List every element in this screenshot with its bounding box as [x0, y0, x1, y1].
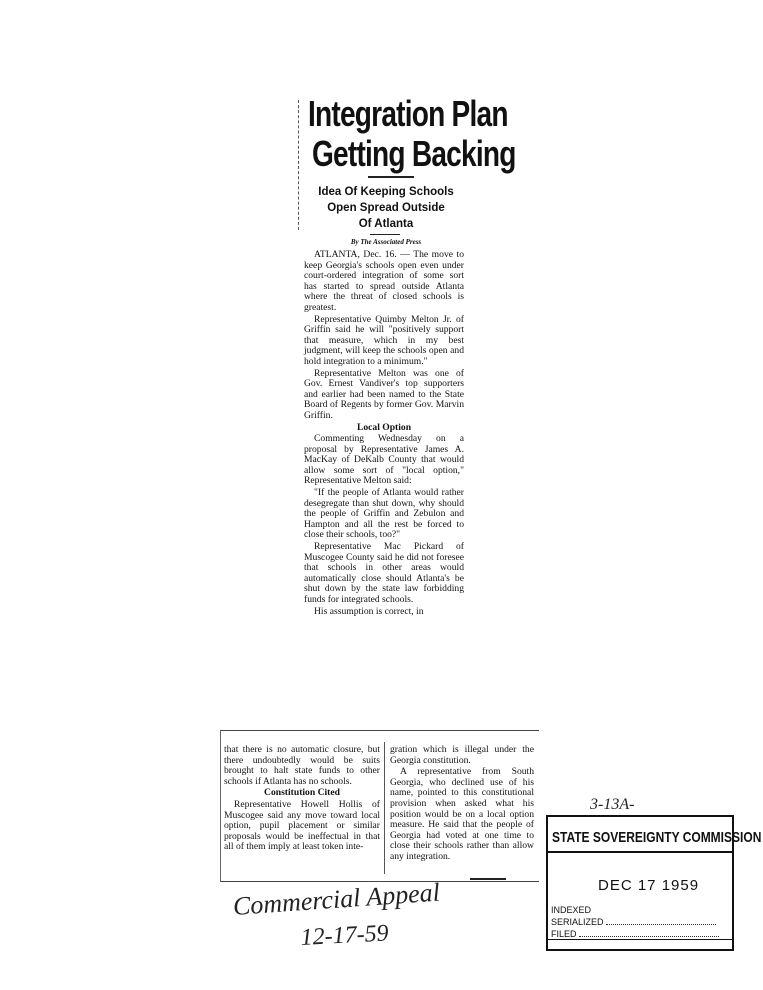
article-column-1: [304, 250, 464, 617]
handwritten-source: Commercial Appeal: [232, 877, 441, 921]
article-column-3: [390, 745, 534, 863]
paragraph: His assumption is correct, in: [314, 605, 424, 617]
subhead-line-1: Idea Of Keeping Schools: [318, 186, 454, 198]
margin-marks: [298, 100, 305, 230]
handwritten-date: 12-17-59: [300, 920, 390, 951]
subhead-line-2: Open Spread Outside: [327, 202, 445, 214]
column-divider: [384, 742, 385, 874]
stamp-rows: [551, 905, 729, 940]
paragraph: Representative Melton was one of Gov. Ernest Vandiver's top supporters and earlier had been named to the State Board of Regents by former Gov. Marvin Griffin.: [304, 367, 464, 421]
byline: By The Associated Press: [350, 238, 422, 246]
paragraph: gration which is illegal under the Georgia constitution.: [390, 744, 534, 766]
paragraph: Commenting Wednesday on a proposal by Representative James A. MacKay of DeKalb County that would allow some sort of "local option," Representative Melton said:: [304, 433, 464, 487]
sovereignty-commission-stamp: [546, 815, 762, 951]
headline-line-2: Getting Backing: [312, 133, 516, 174]
subhead-rule: [370, 234, 400, 235]
subhead-line-3: Of Atlanta: [358, 218, 414, 230]
article-column-2: [224, 745, 380, 853]
stamp-bottom-bar: [548, 939, 732, 946]
headline-rule: [368, 176, 414, 178]
stamp-title-rule: [548, 851, 732, 853]
end-rule: [470, 878, 506, 880]
section-subhead: Local Option: [356, 421, 412, 433]
handwritten-stamp-note: 3-13A-: [590, 796, 635, 813]
headline-line-1: Integration Plan: [308, 93, 508, 134]
dotted-line: [606, 916, 716, 925]
stamp-date: DEC 17 1959: [598, 877, 700, 894]
paragraph: Representative Mac Pickard of Muscogee County said he did not foresee that schools in other areas would automatically close should Atlanta's be shut down by the state law forbidding funds for integrated schools.: [304, 541, 464, 605]
paragraph: "If the people of Atlanta would rather desegregate than shut down, why should the people of Griffin and Zebulon and Hampton and all the rest be forced to close their schools, too?": [304, 487, 464, 541]
subhead: [306, 184, 466, 232]
section-subhead: Constitution Cited: [264, 787, 340, 799]
paragraph: Representative Quimby Melton Jr. of Griffin said he will "positively support that measure, which in my best judgment, will keep the schools open and hold integration to a minimum.": [304, 313, 464, 367]
paragraph: that there is no automatic closure, but there undoubtedly would be suits brought to halt state funds to other schools if Atlanta has no schools.: [224, 744, 380, 787]
paragraph: ATLANTA, Dec. 16. — The move to keep Georgia's schools open even under court-ordered integration of some sort has started to spread outside Atlanta where the threat of closed schools is greatest.: [304, 249, 464, 313]
paragraph: Representative Howell Hollis of Muscogee said any move toward local option, pupil placement or similar proposals would be ineffectual in that all of them imply at least token inte-: [224, 798, 380, 853]
dotted-line: [579, 928, 719, 937]
stamp-serialized: SERIALIZED: [551, 917, 604, 927]
stamp-filed: FILED: [551, 929, 577, 939]
stamp-title: STATE SOVEREIGNTY COMMISSION: [552, 829, 762, 846]
stamp-indexed: INDEXED: [551, 905, 592, 915]
paragraph: A representative from South Georgia, who declined use of his name, pointed to this constitutional provision when asked what his position would be on a local option measure. He said that the people of Georgia had voted at one time to close their schools rather than allow any integration.: [390, 766, 534, 862]
